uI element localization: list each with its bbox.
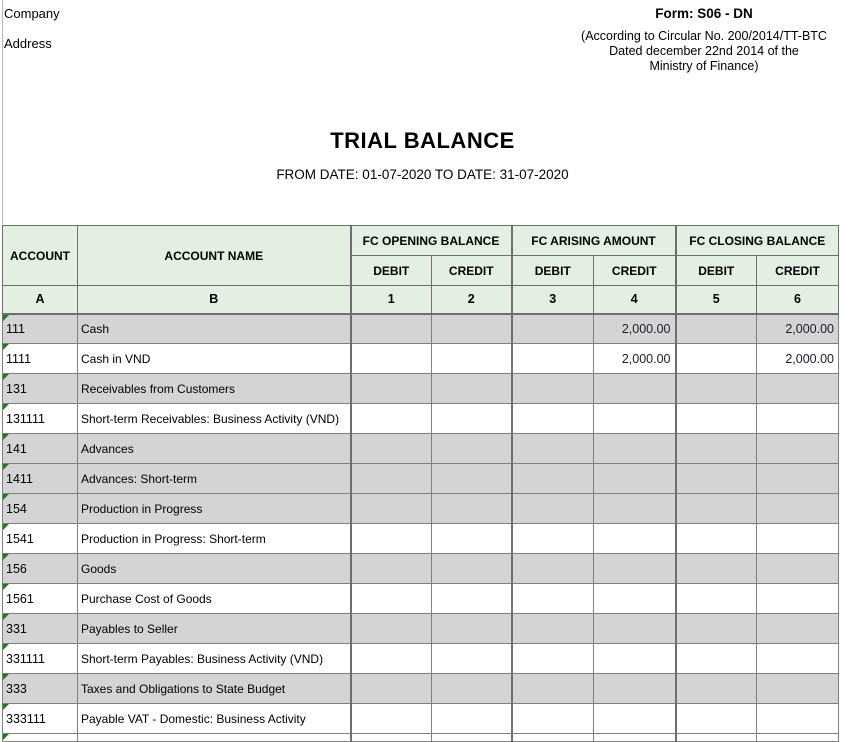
closing-debit-cell[interactable] — [676, 404, 757, 434]
arising-debit-cell[interactable] — [512, 404, 594, 434]
text-as-number-indicator-icon — [3, 614, 9, 620]
opening-debit-cell[interactable] — [351, 704, 432, 734]
opening-debit-cell[interactable] — [351, 464, 432, 494]
arising-debit-cell[interactable] — [512, 584, 594, 614]
arising-debit-cell[interactable] — [512, 704, 594, 734]
opening-debit-cell[interactable] — [351, 344, 432, 374]
col-header-account-name: ACCOUNT NAME — [78, 226, 351, 286]
account-number-cell[interactable] — [3, 314, 78, 344]
account-number: 154 — [6, 501, 27, 516]
opening-credit-cell[interactable] — [432, 644, 512, 674]
left-margin-line — [2, 0, 3, 224]
text-as-number-indicator-icon — [3, 464, 9, 470]
header-group-row — [3, 226, 839, 256]
opening-debit-cell[interactable] — [351, 524, 432, 554]
account-row — [3, 494, 839, 524]
closing-credit-cell[interactable] — [757, 584, 839, 614]
account-number-cell[interactable] — [3, 644, 78, 674]
col-header-closing-debit: DEBIT — [676, 256, 757, 286]
col-header-arising-debit: DEBIT — [512, 256, 594, 286]
account-number-cell[interactable] — [3, 404, 78, 434]
arising-credit-cell[interactable]: 2,000.00 — [594, 344, 676, 374]
account-number: 331 — [6, 621, 27, 636]
opening-debit-cell[interactable] — [351, 494, 432, 524]
closing-credit-cell[interactable] — [757, 674, 839, 704]
arising-debit-cell[interactable] — [512, 374, 594, 404]
arising-debit-cell[interactable] — [512, 644, 594, 674]
index-cell-3: 3 — [512, 286, 594, 314]
text-as-number-indicator-icon — [3, 404, 9, 410]
arising-credit-cell[interactable] — [594, 374, 676, 404]
account-name-cell[interactable]: Goods — [78, 554, 351, 584]
arising-credit-cell[interactable] — [594, 554, 676, 584]
arising-credit-cell[interactable] — [594, 614, 676, 644]
closing-debit-cell[interactable] — [676, 644, 757, 674]
arising-debit-cell[interactable] — [512, 434, 594, 464]
account-name-cell[interactable]: Taxes and Obligations to State Budget — [78, 674, 351, 704]
account-name-cell[interactable]: Advances: Short-term — [78, 464, 351, 494]
account-row — [3, 704, 839, 734]
arising-debit-cell[interactable] — [512, 464, 594, 494]
page-title: TRIAL BALANCE — [330, 128, 515, 153]
text-as-number-indicator-icon — [3, 344, 9, 350]
text-as-number-indicator-icon — [3, 494, 9, 500]
arising-debit-cell[interactable] — [512, 524, 594, 554]
closing-credit-cell[interactable] — [757, 404, 839, 434]
closing-credit-cell[interactable] — [757, 554, 839, 584]
opening-debit-cell[interactable] — [351, 404, 432, 434]
index-cell-6: 6 — [757, 286, 839, 314]
form-info-block — [575, 6, 833, 74]
index-cell-2: 2 — [432, 286, 512, 314]
account-row — [3, 554, 839, 584]
closing-debit-cell[interactable] — [676, 494, 757, 524]
form-note-line: (According to Circular No. 200/2014/TT-BTC — [581, 29, 827, 43]
closing-credit-cell[interactable] — [757, 374, 839, 404]
opening-credit-cell[interactable] — [432, 524, 512, 554]
account-number: 131111 — [6, 411, 45, 426]
arising-credit-cell[interactable] — [594, 644, 676, 674]
account-name-cell[interactable]: Cash in VND — [78, 344, 351, 374]
index-cell-1: 1 — [351, 286, 432, 314]
account-row — [3, 464, 839, 494]
text-as-number-indicator-icon — [3, 524, 9, 530]
company-label: Company — [4, 6, 60, 21]
account-row — [3, 524, 839, 554]
account-name-cell[interactable]: Production in Progress — [78, 494, 351, 524]
col-header-opening-credit: CREDIT — [432, 256, 512, 286]
opening-credit-cell[interactable] — [432, 404, 512, 434]
account-row — [3, 584, 839, 614]
opening-debit-cell[interactable] — [351, 584, 432, 614]
account-number: 1541 — [6, 531, 34, 546]
opening-debit-cell[interactable] — [351, 434, 432, 464]
account-row — [3, 314, 839, 344]
account-number-cell[interactable] — [3, 464, 78, 494]
col-group-fc-opening-balance: FC OPENING BALANCE — [351, 226, 512, 256]
account-number: 1561 — [6, 591, 34, 606]
closing-credit-cell[interactable] — [757, 614, 839, 644]
closing-credit-cell[interactable] — [757, 704, 839, 734]
arising-debit-cell[interactable] — [512, 314, 594, 344]
arising-debit-cell[interactable] — [512, 344, 594, 374]
arising-debit-cell[interactable] — [512, 494, 594, 524]
col-group-fc-closing-balance: FC CLOSING BALANCE — [676, 226, 839, 256]
account-number: 141 — [6, 441, 27, 456]
form-number: Form: S06 - DN — [655, 6, 753, 21]
account-number-cell[interactable] — [3, 434, 78, 464]
opening-debit-cell[interactable] — [351, 644, 432, 674]
account-number-cell[interactable] — [3, 584, 78, 614]
arising-debit-cell[interactable] — [512, 554, 594, 584]
opening-credit-cell[interactable] — [432, 344, 512, 374]
account-number-cell[interactable] — [3, 344, 78, 374]
arising-credit-cell[interactable] — [594, 584, 676, 614]
opening-credit-cell[interactable] — [432, 464, 512, 494]
account-number: 156 — [6, 561, 27, 576]
opening-credit-cell[interactable] — [432, 584, 512, 614]
account-name-cell[interactable]: Payable VAT - Domestic: Business Activity — [78, 704, 351, 734]
account-row — [3, 674, 839, 704]
text-as-number-indicator-icon — [3, 554, 9, 560]
account-row — [3, 404, 839, 434]
text-as-number-indicator-icon — [3, 674, 9, 680]
account-number-cell[interactable] — [3, 674, 78, 704]
account-row — [3, 644, 839, 674]
arising-credit-cell[interactable] — [594, 404, 676, 434]
account-name-cell[interactable]: Receivables from Customers — [78, 374, 351, 404]
arising-debit-cell[interactable] — [512, 674, 594, 704]
account-name-cell[interactable]: Production in Progress: Short-term — [78, 524, 351, 554]
text-as-number-indicator-icon — [3, 374, 9, 380]
text-as-number-indicator-icon — [3, 315, 9, 321]
closing-debit-cell[interactable] — [676, 374, 757, 404]
opening-credit-cell[interactable] — [432, 674, 512, 704]
closing-credit-cell[interactable]: 2,000.00 — [757, 314, 839, 344]
arising-credit-cell[interactable] — [594, 704, 676, 734]
closing-credit-cell[interactable] — [757, 464, 839, 494]
arising-credit-cell[interactable] — [594, 494, 676, 524]
account-number: 131 — [6, 381, 27, 396]
opening-credit-cell[interactable] — [432, 434, 512, 464]
trial-balance-table — [2, 225, 839, 742]
arising-credit-cell[interactable] — [594, 434, 676, 464]
opening-debit-cell[interactable] — [351, 314, 432, 344]
account-number: 1111 — [6, 351, 32, 366]
closing-debit-cell[interactable] — [676, 554, 757, 584]
closing-credit-cell[interactable] — [757, 494, 839, 524]
arising-credit-cell[interactable]: 2,000.00 — [594, 314, 676, 344]
opening-debit-cell[interactable] — [351, 674, 432, 704]
account-row — [3, 434, 839, 464]
closing-debit-cell[interactable] — [676, 704, 757, 734]
col-header-account: ACCOUNT — [3, 226, 78, 286]
form-note-line: Dated december 22nd 2014 of the — [609, 44, 799, 58]
opening-credit-cell[interactable] — [432, 554, 512, 584]
account-number-cell[interactable] — [3, 494, 78, 524]
text-as-number-indicator-icon — [3, 644, 9, 650]
account-number: 333 — [6, 681, 27, 696]
closing-credit-cell[interactable]: 2,000.00 — [757, 344, 839, 374]
closing-credit-cell[interactable] — [757, 434, 839, 464]
account-number-cell[interactable] — [3, 704, 78, 734]
account-name-cell[interactable]: Purchase Cost of Goods — [78, 584, 351, 614]
closing-debit-cell[interactable] — [676, 524, 757, 554]
account-number-cell[interactable] — [3, 554, 78, 584]
account-row — [3, 614, 839, 644]
arising-credit-cell[interactable] — [594, 464, 676, 494]
account-number-cell[interactable] — [3, 524, 78, 554]
closing-credit-cell[interactable] — [757, 644, 839, 674]
form-note-line: Ministry of Finance) — [649, 59, 759, 73]
index-cell-b: B — [78, 286, 351, 314]
account-number: 1411 — [6, 471, 33, 486]
text-as-number-indicator-icon — [3, 584, 9, 590]
account-number: 333111 — [6, 711, 46, 726]
opening-credit-cell[interactable] — [432, 704, 512, 734]
closing-debit-cell[interactable] — [676, 344, 757, 374]
text-as-number-indicator-icon — [3, 434, 9, 440]
closing-debit-cell[interactable] — [676, 614, 757, 644]
opening-debit-cell[interactable] — [351, 614, 432, 644]
arising-credit-cell[interactable] — [594, 674, 676, 704]
account-name-cell[interactable]: Short-term Payables: Business Activity (VND) — [78, 644, 351, 674]
form-note — [575, 29, 833, 74]
account-name-cell[interactable]: Advances — [78, 434, 351, 464]
account-number-cell[interactable] — [3, 374, 78, 404]
text-as-number-indicator-icon — [3, 704, 9, 710]
account-row — [3, 344, 839, 374]
opening-debit-cell[interactable] — [351, 554, 432, 584]
opening-credit-cell[interactable] — [432, 494, 512, 524]
index-cell-a: A — [3, 286, 78, 314]
opening-credit-cell[interactable] — [432, 314, 512, 344]
index-cell-5: 5 — [676, 286, 757, 314]
arising-credit-cell[interactable] — [594, 524, 676, 554]
opening-credit-cell[interactable] — [432, 374, 512, 404]
account-name-cell[interactable]: Cash — [78, 314, 351, 344]
closing-credit-cell[interactable] — [757, 524, 839, 554]
text-as-number-indicator-icon — [3, 734, 9, 740]
arising-debit-cell[interactable] — [512, 614, 594, 644]
account-name-cell[interactable]: Short-term Receivables: Business Activity (VND) — [78, 404, 351, 434]
closing-debit-cell[interactable] — [676, 674, 757, 704]
account-row — [3, 374, 839, 404]
closing-debit-cell[interactable] — [676, 584, 757, 614]
closing-debit-cell[interactable] — [676, 314, 757, 344]
closing-debit-cell[interactable] — [676, 434, 757, 464]
address-label: Address — [4, 36, 52, 51]
col-group-fc-arising-amount: FC ARISING AMOUNT — [512, 226, 676, 256]
date-range-subtitle: FROM DATE: 01-07-2020 TO DATE: 31-07-2020 — [276, 167, 569, 182]
closing-debit-cell[interactable] — [676, 464, 757, 494]
column-index-row — [3, 286, 839, 314]
account-name-cell[interactable]: Payables to Seller — [78, 614, 351, 644]
col-header-opening-debit: DEBIT — [351, 256, 432, 286]
account-number: 331111 — [6, 651, 45, 666]
account-number-cell[interactable] — [3, 614, 78, 644]
opening-credit-cell[interactable] — [432, 614, 512, 644]
opening-debit-cell[interactable] — [351, 374, 432, 404]
col-header-arising-credit: CREDIT — [594, 256, 676, 286]
index-cell-4: 4 — [594, 286, 676, 314]
account-number: 111 — [6, 321, 26, 336]
col-header-closing-credit: CREDIT — [757, 256, 839, 286]
